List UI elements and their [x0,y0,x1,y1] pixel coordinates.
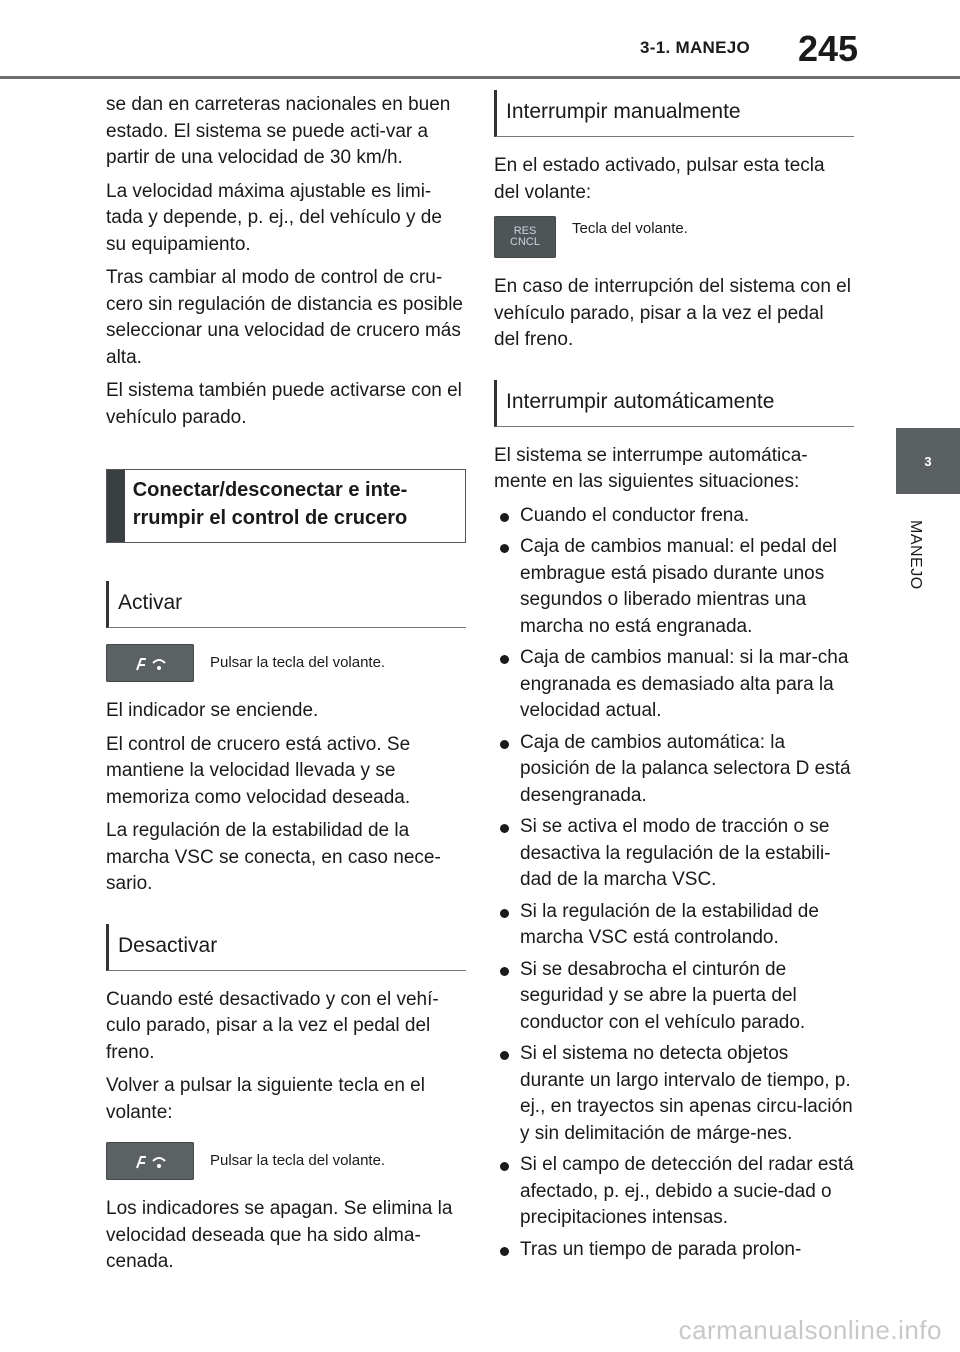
speedometer-icon [133,1151,167,1171]
subheading-activar: Activar [106,581,466,628]
key-caption: Pulsar la tecla del volante. [210,654,386,671]
paragraph: Los indicadores se apagan. Se elimina la velocidad deseada que ha sido alma-cenada. [106,1198,453,1272]
list-item: Si el sistema no detecta objetos durante un largo intervalo de tiempo, p. ej., en trayectos sin apenas circu-lación y sin delimitación de márge-nes. [494,1041,854,1147]
heading-bar [107,470,125,542]
paragraph: se dan en carreteras nacionales en buen estado. El sistema se puede acti-var a partir de una velocidad de 30 km/h. [106,94,451,168]
subheading-manual: Interrumpir manualmente [494,90,854,137]
section-heading-text: Conectar/desconectar e inte-rrumpir el control de crucero [132,479,408,529]
list-item: Cuando el conductor frena. [494,503,854,530]
key-row [494,216,854,258]
cruise-control-key [106,644,194,682]
page-number: 245 [798,28,859,69]
watermark[interactable]: carmanualsonline.info [678,1315,942,1345]
paragraph: La regulación de la estabilidad de la marcha VSC se conecta, en caso nece-sario. [106,820,441,894]
key-caption: Pulsar la tecla del volante. [210,1152,386,1169]
section-label: 3-1. MANEJO [640,38,751,57]
key-row [106,644,466,682]
paragraph: El sistema se interrumpe automática-mente en las siguientes situaciones: [494,444,808,492]
paragraph: En el estado activado, pulsar esta tecla del volante: [494,155,825,203]
chapter-tab-number: 3 [896,428,960,494]
list-item: Caja de cambios manual: el pedal del embrague está pisado durante unos segundos o liberado mientras una marcha no está engranada. [494,534,854,640]
paragraph: En caso de interrupción del sistema con el vehículo parado, pisar a la vez el pedal del freno. [494,276,851,350]
right-column [494,90,854,1268]
list-item: Si el campo de detección del radar está afectado, p. ej., debido a sucie-dad o precipitaciones intensas. [494,1152,854,1232]
section-heading [106,469,466,543]
res-cncl-key [494,216,556,258]
list-item: Si se desabrocha el cinturón de seguridad y se abre la puerta del conductor con el vehículo parado. [494,957,854,1037]
paragraph: Tras cambiar al modo de control de cru-cero sin regulación de distancia es posible seleccionar una velocidad de crucero más alta. [106,267,463,368]
paragraph: El control de crucero está activo. Se mantiene la velocidad llevada y se memoriza como velocidad deseada. [106,733,411,808]
subheading-auto: Interrumpir automáticamente [494,380,854,427]
paragraph: El indicador se enciende. [106,700,319,721]
cruise-control-key [106,1142,194,1180]
bullet-list [494,503,854,1264]
list-item: Si la regulación de la estabilidad de marcha VSC está controlando. [494,899,854,952]
key-caption: Tecla del volante. [572,220,688,237]
paragraph: La velocidad máxima ajustable es limi-tada y depende, p. ej., del vehículo y de su equipamiento. [106,180,442,255]
list-item: Caja de cambios automática: la posición de la palanca selectora D está desengranada. [494,730,854,810]
res-label: RES [513,225,537,237]
left-column [106,92,466,1283]
header-rule [0,76,960,79]
list-item: Si se activa el modo de tracción o se desactiva la regulación de la estabili-dad de la marcha VSC. [494,814,854,894]
list-item: Tras un tiempo de parada prolon- [494,1237,854,1264]
key-row [106,1142,466,1180]
paragraph: El sistema también puede activarse con el vehículo parado. [106,380,462,428]
paragraph: Volver a pulsar la siguiente tecla en el volante: [106,1075,425,1123]
subheading-desactivar: Desactivar [106,924,466,971]
cncl-label: CNCL [510,236,540,248]
list-item: Caja de cambios manual: si la mar-cha engranada es demasiado alta para la velocidad actual. [494,645,854,725]
paragraph: Cuando esté desactivado y con el vehí-culo parado, pisar a la vez el pedal del freno. [106,988,439,1063]
speedometer-icon [133,653,167,673]
chapter-tab-label: MANEJO [907,520,924,590]
